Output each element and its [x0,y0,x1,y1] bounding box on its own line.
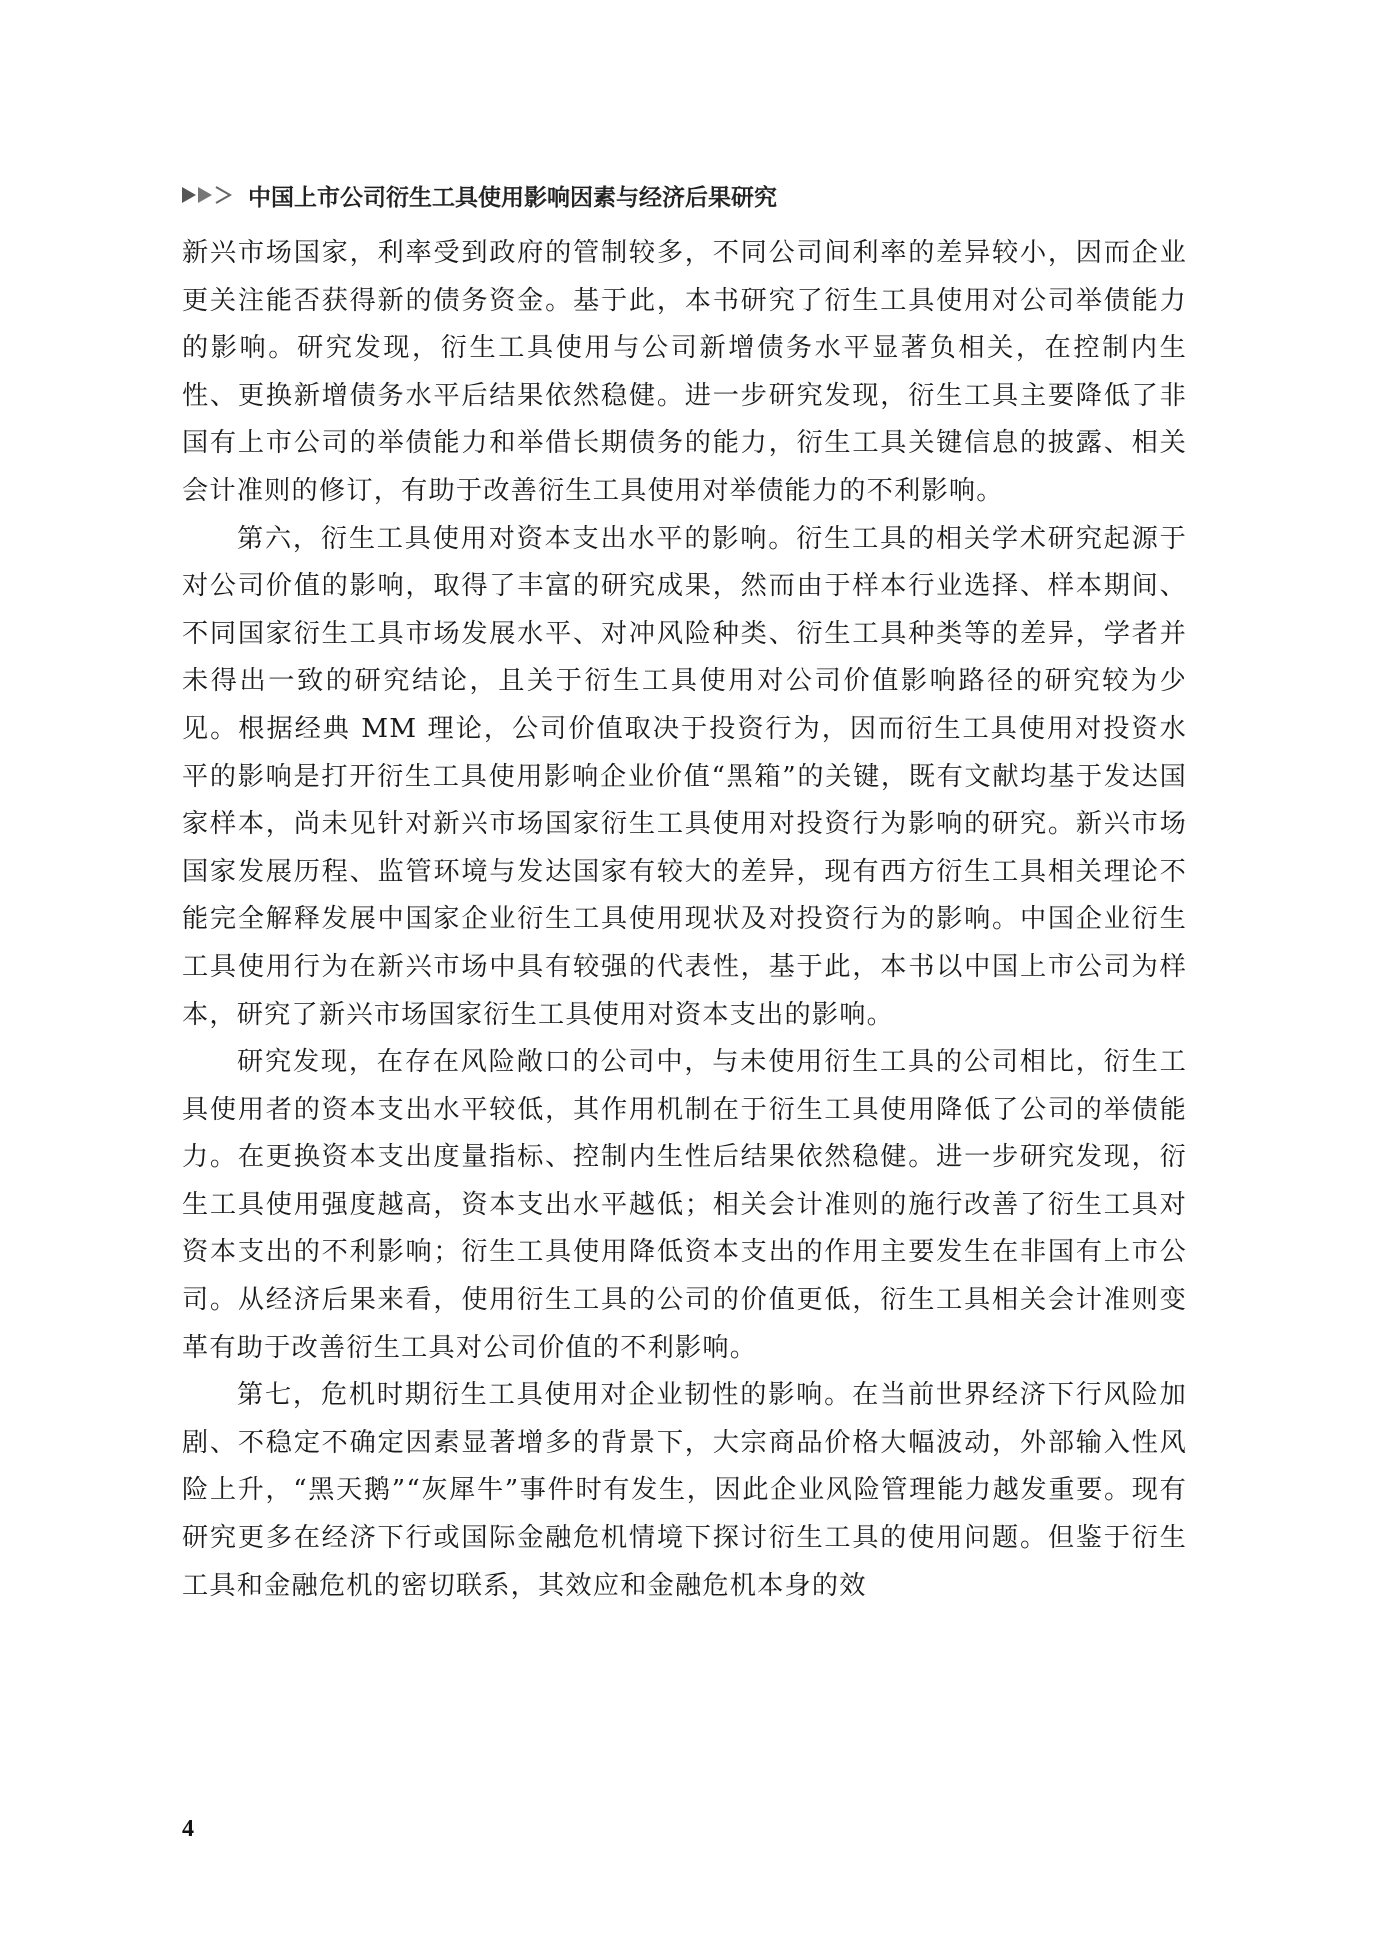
page-number: 4 [182,1816,194,1842]
paragraph-capital-expenditure: 第六，衍生工具使用对资本支出水平的影响。衍生工具的相关学术研究起源于对公司价值的影响，取得了丰富的研究成果，然而由于样本行业选择、样本期间、不同国家衍生工具市场发展水平、对冲风险种类、衍生工具种类等的差异，学者并未得出一致的研究结论，且关于衍生工具使用对公司价值影响路径的研究较为少见。根据经典 MM 理论，公司价值取决于投资行为，因而衍生工具使用对投资水平的影响是打开衍生工具使用影响企业价值“黑箱”的关键，既有文献均基于发达国家样本，尚未见针对新兴市场国家衍生工具使用对投资行为影响的研究。新兴市场国家发展历程、监管环境与发达国家有较大的差异，现有西方衍生工具相关理论不能完全解释发展中国家企业衍生工具使用现状及对投资行为的影响。中国企业衍生工具使用行为在新兴市场中具有较强的代表性，基于此，本书以中国上市公司为样本，研究了新兴市场国家衍生工具使用对资本支出的影响。 [182,523,1187,1030]
paragraph-findings: 研究发现，在存在风险敞口的公司中，与未使用衍生工具的公司相比，衍生工具使用者的资本支出水平较低，其作用机制在于衍生工具使用降低了公司的举债能力。在更换资本支出度量指标、控制内生性后结果依然稳健。进一步研究发现，衍生工具使用强度越高，资本支出水平越低；相关会计准则的施行改善了衍生工具对资本支出的不利影响；衍生工具使用降低资本支出的作用主要发生在非国有上市公司。从经济后果来看，使用衍生工具的公司的价值更低，衍生工具相关会计准则变革有助于改善衍生工具对公司价值的不利影响。 [182,1047,1187,1363]
body-text [182,230,1187,1610]
running-header [182,178,777,212]
running-header-title: 中国上市公司衍生工具使用影响因素与经济后果研究 [248,184,777,211]
triple-arrow-icon [182,185,234,205]
paragraph-crisis-resilience: 第七，危机时期衍生工具使用对企业韧性的影响。在当前世界经济下行风险加剧、不稳定不确定因素显著增多的背景下，大宗商品价格大幅波动，外部输入性风险上升，“黑天鹅”“灰犀牛”事件时有发生，因此企业风险管理能力越发重要。现有研究更多在经济下行或国际金融危机情境下探讨衍生工具的使用问题。但鉴于衍生工具和金融危机的密切联系，其效应和金融危机本身的效 [182,1380,1187,1601]
paragraph-debt-capacity: 新兴市场国家，利率受到政府的管制较多，不同公司间利率的差异较小，因而企业更关注能否获得新的债务资金。基于此，本书研究了衍生工具使用对公司举债能力的影响。研究发现，衍生工具使用与公司新增债务水平显著负相关，在控制内生性、更换新增债务水平后结果依然稳健。进一步研究发现，衍生工具主要降低了非国有上市公司的举债能力和举借长期债务的能力，衍生工具关键信息的披露、相关会计准则的修订，有助于改善衍生工具使用对举债能力的不利影响。 [182,238,1187,506]
